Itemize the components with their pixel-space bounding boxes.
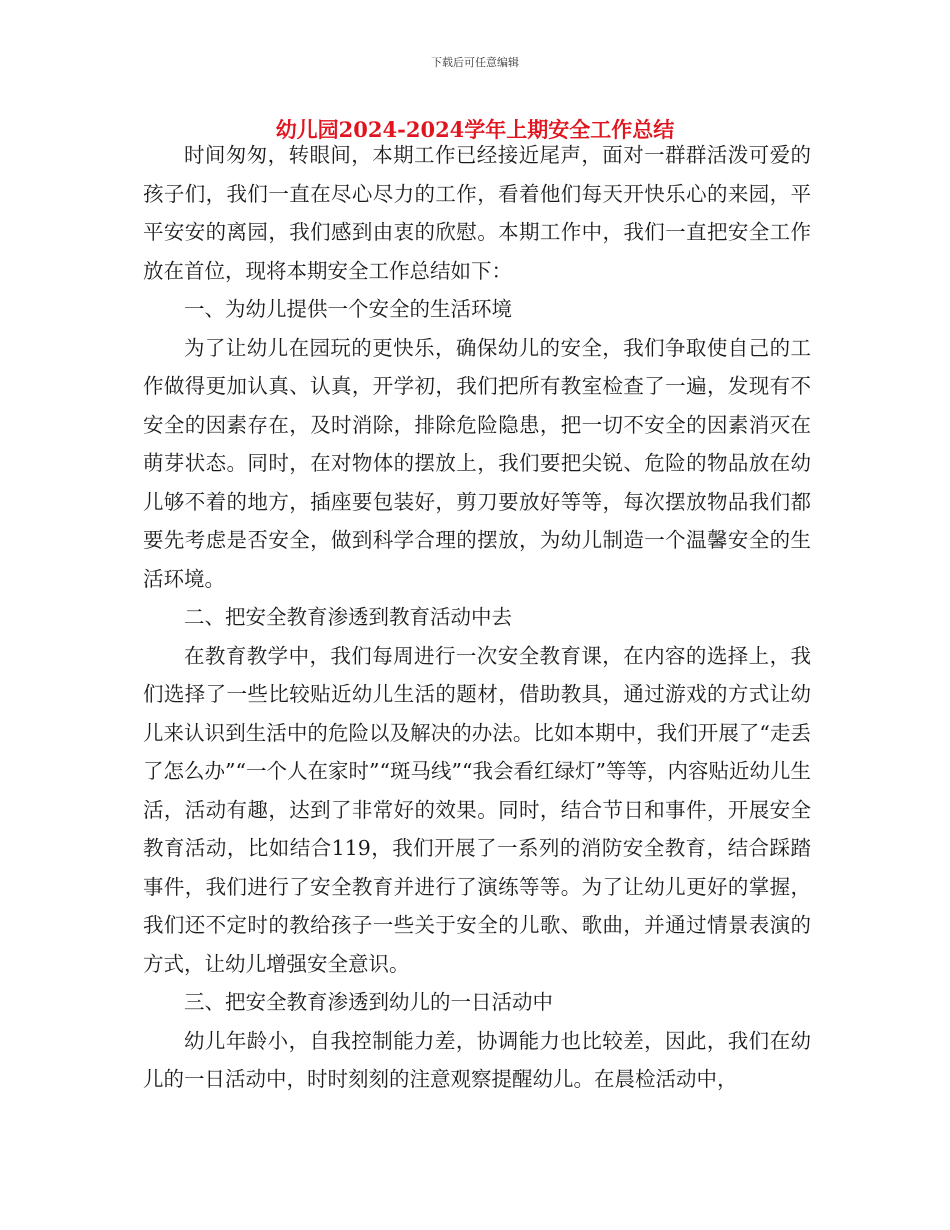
section-heading-3: 三、把安全教育渗透到幼儿的一日活动中 (184, 990, 553, 1014)
paragraph-education: 在教育教学中，我们每周进行一次安全教育课，在内容的选择上，我们选择了一些比较贴近幼儿生活的题材，借助教具，通过游戏的方式让幼儿来认识到生活中的危险以及解决的办法。比如本期中，我们开展了“走丢了怎么办”“一个人在家时”“斑马线”“我会看红绿灯”等等，内容贴近幼儿生活，活动有趣，达到了非常好的效果。同时，结合节日和事件，开展安全教育活动，比如结合119，我们开展了一系列的消防安全教育，结合踩踏事件，我们进行了安全教育并进行了演练等等。为了让幼儿更好的掌握，我们还不定时的教给孩子一些关于安全的儿歌、歌曲，并通过情景表演的方式，让幼儿增强安全意识。 (143, 643, 811, 976)
paragraph-intro: 时间匆匆，转眼间，本期工作已经接近尾声，面对一群群活泼可爱的孩子们，我们一直在尽心尽力的工作，看着他们每天开快乐心的来园，平平安安的离园，我们感到由衷的欣慰。本期工作中，我们一直把安全工作放在首位，现将本期安全工作总结如下： (143, 143, 811, 283)
section-heading-1: 一、为幼儿提供一个安全的生活环境 (184, 297, 512, 321)
header-note: 下载后可任意编辑 (431, 56, 519, 69)
paragraph-environment: 为了让幼儿在园玩的更快乐，确保幼儿的安全，我们争取使自己的工作做得更加认真、认真，开学初，我们把所有教室检查了一遍，发现有不安全的因素存在，及时消除，排除危险隐患，把一切不安全的因素消灭在萌芽状态。同时，在对物体的摆放上，我们要把尖锐、危险的物品放在幼儿够不着的地方，插座要包装好，剪刀要放好等等，每次摆放物品我们都要先考虑是否安全，做到科学合理的摆放，为幼儿制造一个温馨安全的生活环境。 (143, 335, 811, 591)
paragraph-daily-activity: 幼儿年龄小，自我控制能力差，协调能力也比较差，因此，我们在幼儿的一日活动中，时时刻刻的注意观察提醒幼儿。在晨检活动中， (143, 1028, 811, 1091)
document-title: 幼儿园2024-2024学年上期安全工作总结 (275, 117, 675, 142)
document-body (143, 136, 811, 1099)
section-heading-2: 二、把安全教育渗透到教育活动中去 (184, 605, 512, 629)
